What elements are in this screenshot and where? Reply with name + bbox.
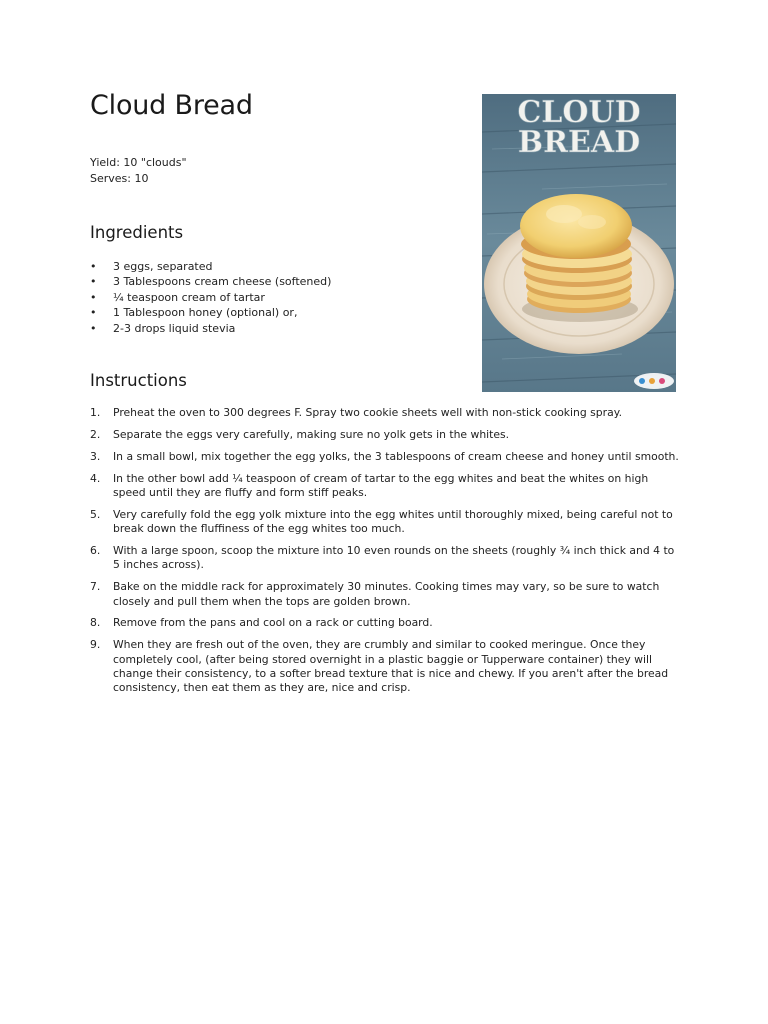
recipe-meta [90,155,187,187]
instruction-step [90,638,680,695]
bullet-marker: • [90,306,97,320]
step-text: Remove from the pans and cool on a rack or cutting board. [113,616,433,630]
step-text: Very carefully fold the egg yolk mixture into the egg whites until thoroughly mixed, being careful not to break down the fluffiness of the egg whites too much. [113,507,673,536]
instruction-step [90,428,680,442]
instructions-heading: Instructions [90,371,187,390]
step-number: 7. [90,580,101,594]
instruction-step [90,472,680,501]
bullet-marker: • [90,290,97,304]
step-number: 6. [90,544,101,558]
instruction-list [90,406,680,703]
step-number: 5. [90,507,101,521]
ingredient-item [90,305,331,320]
logo-badge [634,373,674,389]
page-title: Cloud Bread [90,90,253,121]
bullet-marker: • [90,321,97,335]
ingredient-item [90,321,331,336]
bread-stack [520,194,632,313]
ingredient-text: ¼ teaspoon cream of tartar [113,290,265,304]
instruction-step [90,544,680,573]
step-number: 2. [90,427,101,441]
step-number: 3. [90,449,101,463]
step-number: 1. [90,406,101,419]
instruction-step [90,450,680,464]
step-text: In a small bowl, mix together the egg yolks, the 3 tablespoons of cream cheese and honey until smooth. [113,449,679,463]
ingredient-item [90,290,331,305]
instruction-step [90,616,680,630]
cloud-bread-illustration [482,94,676,392]
ingredient-text: 3 Tablespoons cream cheese (softened) [113,275,332,289]
step-text: When they are fresh out of the oven, they are crumbly and similar to cooked meringue. Once they completely cool, (after being stored overnight in a plastic baggie or Tupperware container) they will change their consistency, to a softer bread texture that is nice and chewy. If you aren't after the bread consistency, then eat them as they are, nice and crisp. [113,638,669,695]
step-text: In the other bowl add ¼ teaspoon of cream of tartar to the egg whites and beat the whites on high speed until they are fluffy and form stiff peaks. [113,471,649,499]
ingredient-text: 2-3 drops liquid stevia [113,321,236,335]
instruction-step [90,580,680,609]
yield-text: Yield: 10 "clouds" [90,156,187,169]
ingredients-heading: Ingredients [90,223,184,242]
bullet-marker: • [90,275,97,289]
step-number: 9. [90,638,101,652]
step-text: Separate the eggs very carefully, making sure no yolk gets in the whites. [113,427,510,441]
step-text: Bake on the middle rack for approximately 30 minutes. Cooking times may vary, so be sure to watch closely and pull them when the tops are golden brown. [113,580,660,608]
ingredient-text: 3 eggs, separated [113,260,213,273]
step-text: Preheat the oven to 300 degrees F. Spray two cookie sheets well with non-stick cooking spray. [113,406,622,419]
image-title-line1: CLOUD [517,95,641,130]
ingredient-list [90,259,331,336]
step-number: 4. [90,471,101,485]
ingredient-item [90,259,331,274]
bullet-marker: • [90,260,97,273]
instruction-step [90,406,680,420]
step-number: 8. [90,616,101,630]
instruction-step [90,508,680,537]
ingredient-item [90,274,331,289]
cloud-bread-photo [482,94,676,392]
ingredient-text: 1 Tablespoon honey (optional) or, [113,306,298,320]
serves-text: Serves: 10 [90,172,149,185]
step-text: With a large spoon, scoop the mixture into 10 even rounds on the sheets (roughly ¾ inch thick and 4 to 5 inches across). [113,544,675,572]
image-title-line2: BREAD [517,125,641,160]
